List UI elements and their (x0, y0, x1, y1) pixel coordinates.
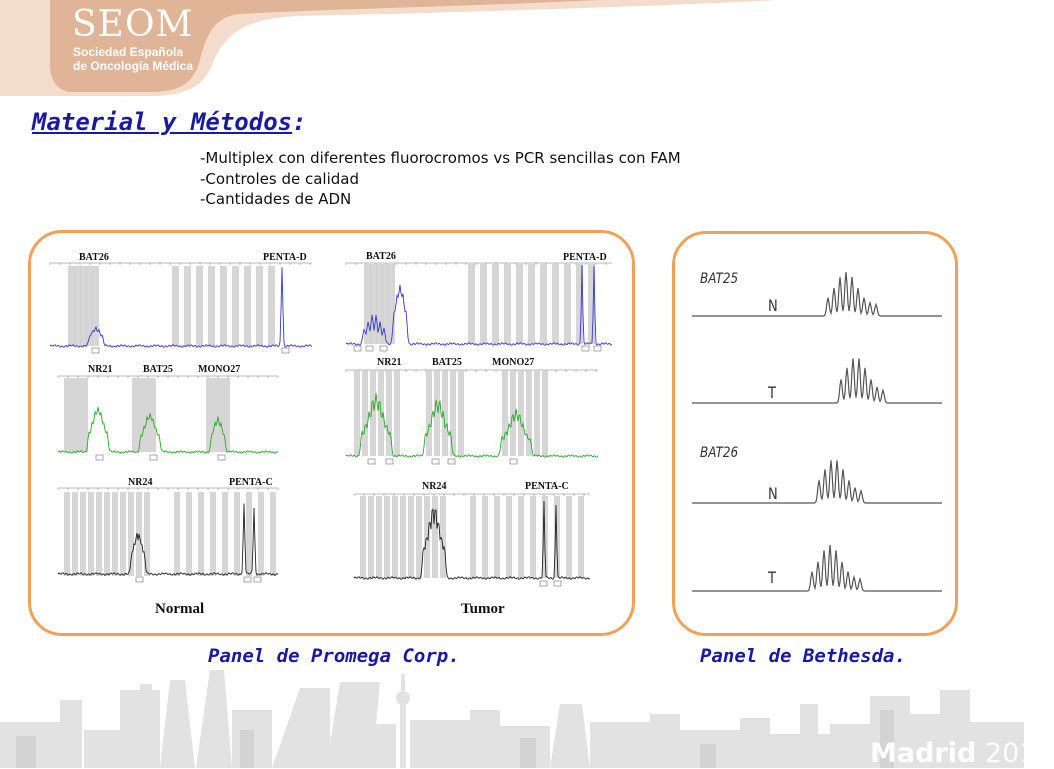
grey-bin (218, 378, 224, 452)
grey-bin (88, 492, 94, 576)
grey-bin (458, 370, 464, 456)
bethesda-traces (672, 231, 958, 636)
grey-bin (138, 378, 144, 452)
grey-bin (232, 266, 239, 346)
promega-electropherograms (28, 230, 635, 636)
allele-box (150, 455, 157, 460)
footer-year: 2010 (984, 738, 1054, 769)
grey-bin (506, 496, 512, 578)
grey-bin (270, 492, 276, 576)
grey-bin (362, 370, 368, 456)
allele-box (218, 455, 225, 460)
grey-bin (112, 492, 118, 576)
grey-bin (468, 264, 475, 344)
grey-bin (174, 492, 180, 576)
allele-box (136, 577, 143, 582)
grey-bin (360, 496, 366, 578)
allele-box (366, 346, 373, 351)
grey-bin (518, 370, 524, 456)
tumor-bat25-label: BAT25 (432, 357, 462, 368)
allele-box (282, 348, 289, 353)
grey-bin (256, 266, 263, 346)
grey-bin (144, 492, 150, 576)
madrid-2010-logo (870, 738, 1054, 769)
grey-bin (198, 492, 204, 576)
grey-bin (482, 496, 488, 578)
allele-box (448, 459, 455, 464)
tumor-pentac-label: PENTA-C (525, 481, 569, 492)
allele-box (254, 577, 261, 582)
grey-bin (184, 266, 191, 346)
grey-bin (480, 264, 487, 344)
grey-bin (144, 378, 150, 452)
grey-bin (76, 378, 82, 452)
grey-bin (92, 266, 99, 346)
grey-bin (150, 378, 156, 452)
bethesda-t-label-1: T (768, 384, 776, 403)
title-text: Material y Métodos (32, 108, 293, 136)
grey-bin (388, 264, 395, 344)
tumor-pentad-label: PENTA-D (563, 252, 607, 263)
tumor-bat26-label: BAT26 (366, 251, 396, 262)
grey-bin (220, 266, 227, 346)
grey-bin (376, 496, 382, 578)
grey-bin (426, 370, 432, 456)
page-title (32, 108, 307, 136)
grey-bin (408, 496, 414, 578)
allele-box (554, 581, 561, 586)
allele-box (244, 577, 251, 582)
trace-line (58, 407, 278, 453)
grey-bin (72, 492, 78, 576)
footer-city: Madrid (870, 738, 977, 769)
grey-bin (530, 496, 536, 578)
grey-bin (494, 496, 500, 578)
bethesda-n-label-1: N (768, 297, 778, 316)
tumor-nr21-label: NR21 (377, 357, 402, 368)
grey-bin (528, 264, 535, 344)
grey-bin (268, 266, 275, 346)
allele-box (354, 346, 361, 351)
grey-bin (540, 264, 547, 344)
grey-bin (246, 492, 252, 576)
bethesda-trace (692, 460, 942, 503)
bethesda-n-label-2: N (768, 485, 778, 504)
grey-bin (258, 492, 264, 576)
normal-bat26-label: BAT26 (79, 252, 109, 263)
normal-pentac-label: PENTA-C (229, 477, 273, 488)
grey-bin (104, 492, 110, 576)
normal-pentad-label: PENTA-D (263, 252, 307, 263)
bullet-item: -Multiplex con diferentes fluorocromos vs PCR sencillas con FAM (200, 149, 681, 167)
allele-box (432, 459, 439, 464)
grey-bin (552, 264, 559, 344)
grey-bin (222, 492, 228, 576)
bullet-list (200, 148, 681, 210)
tumor-traces (346, 263, 612, 586)
allele-box (540, 581, 547, 586)
normal-nr21-label: NR21 (88, 364, 113, 375)
grey-bin (80, 266, 87, 346)
grey-bin (64, 378, 70, 452)
grey-bin (516, 264, 523, 344)
bethesda-trace (692, 545, 942, 591)
grey-bin (70, 378, 76, 452)
bullet-item: -Cantidades de ADN (200, 190, 352, 208)
tumor-caption: Tumor (461, 601, 505, 617)
grey-bin (542, 370, 548, 456)
allele-box (96, 455, 103, 460)
bethesda-caption-dot: . (894, 645, 906, 667)
grey-bin (74, 266, 81, 346)
grey-bin (82, 378, 88, 452)
grey-bin (64, 492, 70, 576)
normal-caption: Normal (155, 601, 205, 617)
grey-bin (384, 496, 390, 578)
grey-bin (578, 496, 584, 578)
grey-bin (132, 378, 138, 452)
grey-bin (86, 266, 93, 346)
grey-bin (400, 496, 406, 578)
grey-bin (394, 370, 400, 456)
grey-bin (392, 496, 398, 578)
logo-subtitle-line2: de Oncología Médica (73, 59, 194, 73)
allele-box (510, 459, 517, 464)
tumor-mono27-label: MONO27 (492, 357, 535, 368)
allele-box (368, 459, 375, 464)
grey-bin (566, 496, 572, 578)
grey-bin (492, 264, 499, 344)
grey-bin (244, 266, 251, 346)
grey-bin (68, 266, 75, 346)
normal-traces (50, 263, 312, 582)
grey-bin (424, 496, 430, 578)
bethesda-bat25-label: BAT25 (700, 270, 739, 287)
tumor-nr24-label: NR24 (422, 481, 447, 492)
bullet-item: -Controles de calidad (200, 169, 359, 188)
normal-mono27-label: MONO27 (198, 364, 241, 375)
grey-bin (370, 264, 377, 344)
promega-caption-dot: . (448, 645, 460, 667)
grey-bin (564, 264, 571, 344)
promega-caption-text: Panel de Promega Corp (208, 645, 449, 667)
grey-bin (234, 492, 240, 576)
bethesda-trace (692, 358, 942, 403)
grey-bin (518, 496, 524, 578)
grey-bin (534, 370, 540, 456)
grey-bin (432, 496, 438, 578)
grey-bin (172, 266, 179, 346)
allele-box (386, 459, 393, 464)
grey-bin (354, 370, 360, 456)
grey-bin (450, 370, 456, 456)
grey-bin (210, 492, 216, 576)
grey-bin (504, 264, 511, 344)
allele-box (582, 346, 589, 351)
allele-box (380, 346, 387, 351)
logo-subtitle-line1: Sociedad Española (73, 45, 184, 59)
grey-bin (120, 492, 126, 576)
grey-bin (368, 496, 374, 578)
grey-bin (80, 492, 86, 576)
allele-box (594, 346, 601, 351)
bethesda-bat26-label: BAT26 (700, 444, 739, 461)
grey-bin (186, 492, 192, 576)
logo-title: SEOM (72, 4, 194, 45)
grey-bin (470, 496, 476, 578)
grey-bin (96, 492, 102, 576)
grey-bin (208, 266, 215, 346)
allele-box (92, 348, 99, 353)
grey-bin (416, 496, 422, 578)
grey-bin (196, 266, 203, 346)
title-colon: : (292, 108, 307, 136)
bethesda-caption-text: Panel de Bethesda (700, 645, 895, 667)
grey-bin (212, 378, 218, 452)
normal-nr24-label: NR24 (128, 477, 153, 488)
bethesda-t-label-2: T (768, 569, 776, 588)
normal-bat25-label: BAT25 (143, 364, 173, 375)
grey-bin (502, 370, 508, 456)
